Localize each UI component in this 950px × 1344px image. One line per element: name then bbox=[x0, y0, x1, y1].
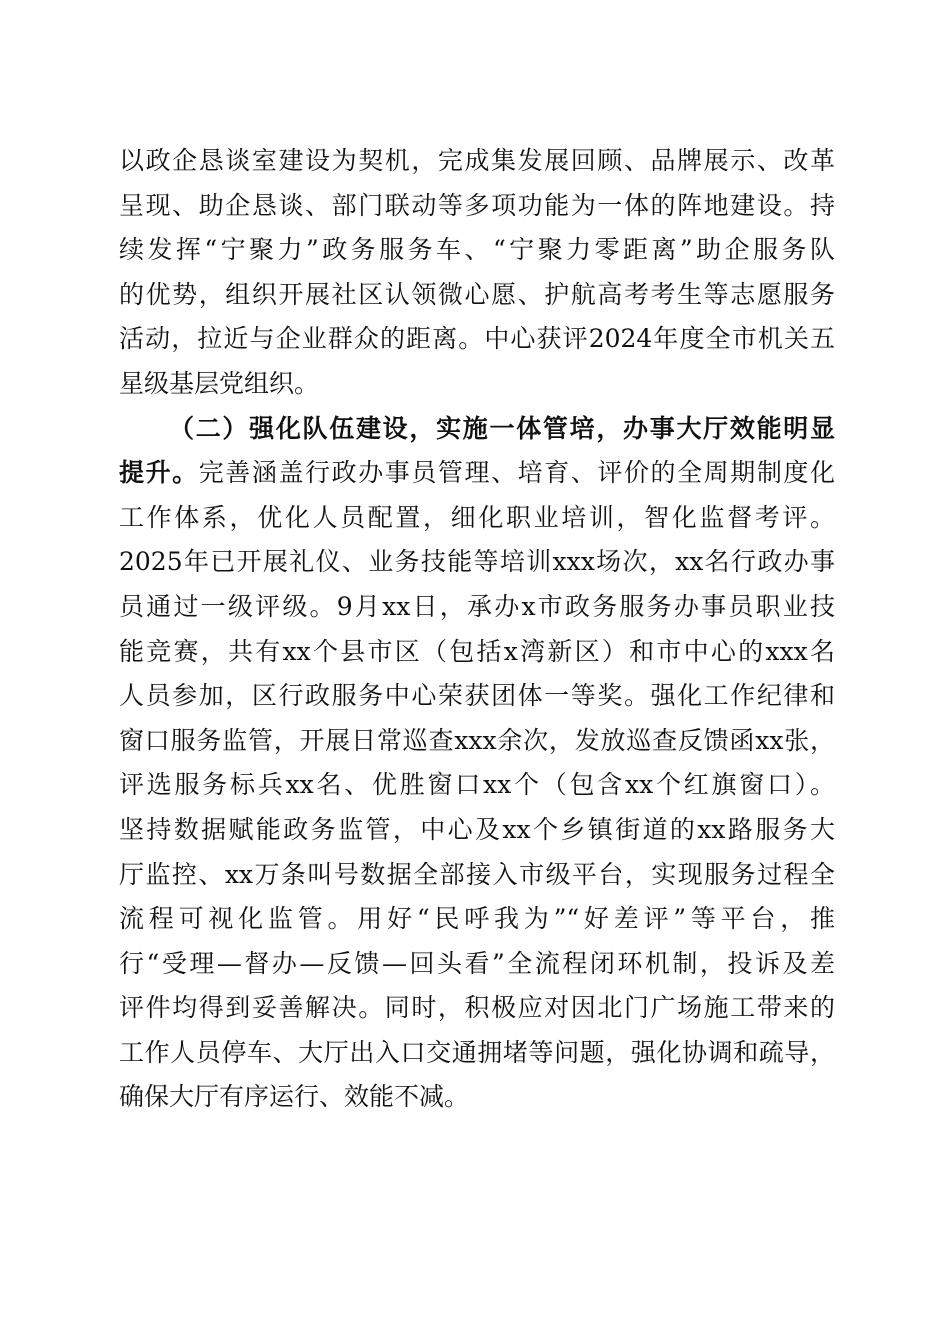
document-body bbox=[119, 139, 835, 1120]
text-line: 坚持数据赋能政务监管，中心及xx个乡镇街道的xx路服务大 bbox=[119, 814, 835, 844]
text-line: 2025年已开展礼仪、业务技能等培训xxx场次，xx名行政办事 bbox=[119, 547, 835, 577]
text-line bbox=[119, 451, 835, 496]
text-line: 员通过一级评级。9月xx日，承办x市政务服务办事员职业技 bbox=[119, 591, 835, 621]
text-line: 流程可视化监管。用好“民呼我为”“好差评”等平台，推 bbox=[119, 904, 835, 934]
paragraph-1 bbox=[119, 139, 835, 407]
text-line: 窗口服务监管，开展日常巡查xxx余次，发放巡查反馈函xx张， bbox=[119, 725, 835, 755]
text-line: 厅监控、xx万条叫号数据全部接入市级平台，实现服务过程全 bbox=[119, 859, 835, 889]
paragraph-2 bbox=[119, 407, 835, 1121]
text-line: 活动，拉近与企业群众的距离。中心获评2024年度全市机关五 bbox=[119, 324, 835, 354]
text-line: 评件均得到妥善解决。同时，积极应对因北门广场施工带来的 bbox=[119, 993, 835, 1023]
section-heading: （二）强化队伍建设，实施一体管培，办事大厅效能明显 bbox=[169, 413, 835, 443]
text-line: 星级基层党组织。 bbox=[119, 368, 320, 398]
text-line: 呈现、助企恳谈、部门联动等多项功能为一体的阵地建设。持 bbox=[119, 190, 835, 220]
section-heading-end: 提升。 bbox=[119, 458, 199, 488]
text-line: 能竞赛，共有xx个县市区（包括x湾新区）和市中心的xxx名 bbox=[119, 636, 835, 666]
text-line: 以政企恳谈室建设为契机，完成集发展回顾、品牌展示、改革 bbox=[119, 146, 835, 175]
text-line: 评选服务标兵xx名、优胜窗口xx个（包含xx个红旗窗口）。 bbox=[119, 770, 835, 800]
text-line: 行“受理—督办—反馈—回头看”全流程闭环机制，投诉及差 bbox=[119, 948, 835, 978]
text-line: 续发挥“宁聚力”政务服务车、“宁聚力零距离”助企服务队 bbox=[119, 235, 835, 265]
text-line: 工作人员停车、大厅出入口交通拥堵等问题，强化协调和疏导， bbox=[119, 1037, 835, 1067]
text-segment: 完善涵盖行政办事员管理、培育、评价的全周期制度化 bbox=[198, 458, 835, 488]
text-line: 的优势，组织开展社区认领微心愿、护航高考考生等志愿服务 bbox=[119, 279, 835, 309]
text-line: 工作体系，优化人员配置，细化职业培训，智化监督考评。 bbox=[119, 502, 835, 532]
text-line: 确保大厅有序运行、效能不减。 bbox=[119, 1082, 470, 1112]
text-line: 人员参加，区行政服务中心荣获团体一等奖。强化工作纪律和 bbox=[119, 681, 835, 711]
